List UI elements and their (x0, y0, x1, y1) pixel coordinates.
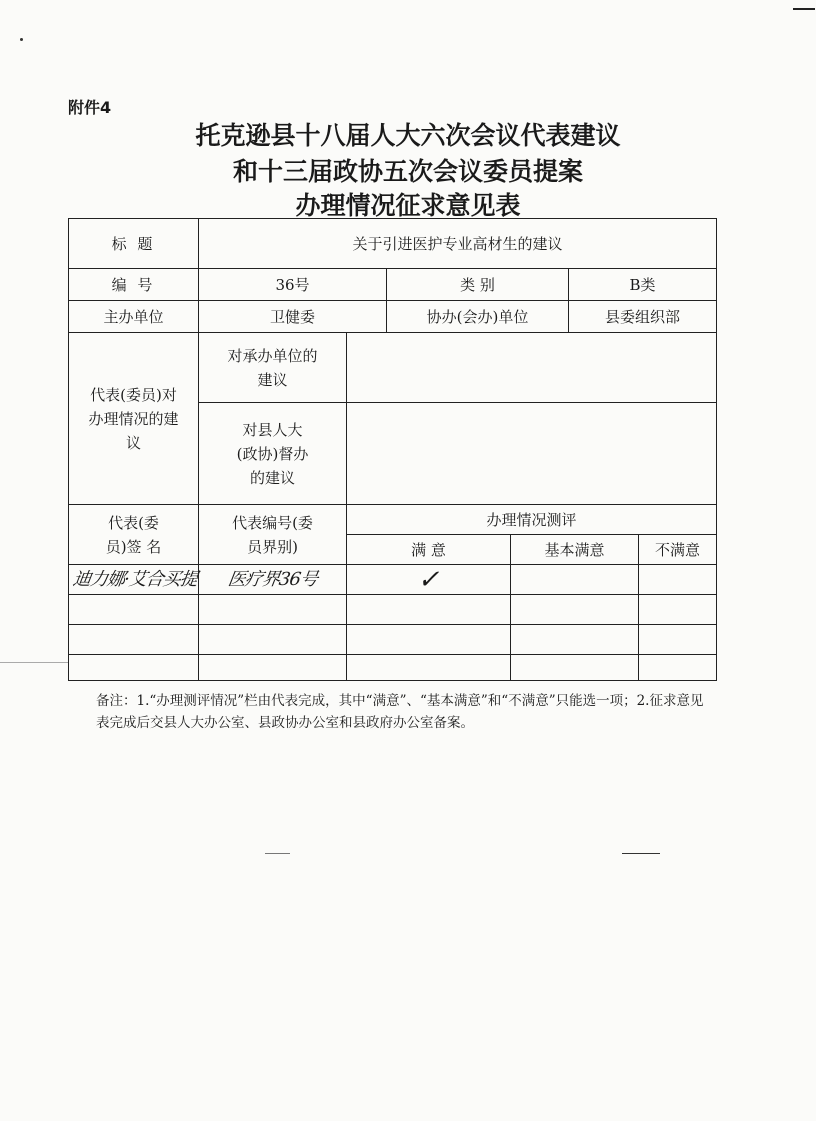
basic-cell[interactable] (511, 655, 639, 681)
number-label: 编 号 (69, 269, 199, 301)
satisfied-cell[interactable] (347, 655, 511, 681)
co-unit-value[interactable]: 县委组织部 (569, 301, 717, 333)
footnote: 备注：1.“办理测评情况”栏由代表完成，其中“满意”、“基本满意”和“不满意”只能选一项；2.征求意见表完成后交县人大办公室、县政协办公室和县政府办公室备案。 (96, 693, 704, 731)
document-title-line-2: 和十三届政协五次会议委员提案 (232, 157, 583, 186)
title-label: 标 题 (69, 219, 199, 269)
signature-cell[interactable] (69, 625, 199, 655)
handwritten-signature: 迪力娜·艾合买提 (71, 568, 199, 590)
row-units (69, 301, 717, 333)
unsatisfied-cell[interactable] (639, 655, 717, 681)
eval-option-satisfied: 满 意 (347, 535, 511, 565)
to-supervisor-label: 对县人大(政协)督办的建议 (199, 403, 347, 505)
scan-dash (265, 853, 290, 854)
rep-number-cell[interactable] (199, 625, 347, 655)
number-value[interactable]: 36号 (199, 269, 387, 301)
unsatisfied-cell[interactable] (639, 565, 717, 595)
signature-cell[interactable] (69, 565, 199, 595)
opinion-form-table (68, 218, 717, 681)
rep-number-cell[interactable] (199, 655, 347, 681)
signature-cell[interactable] (69, 595, 199, 625)
rep-number-cell[interactable] (199, 565, 347, 595)
scan-dot (20, 38, 23, 41)
table-row (69, 655, 717, 681)
table-row (69, 595, 717, 625)
row-eval-header (69, 505, 717, 535)
rep-number-label: 代表编号(委员界别) (199, 505, 347, 565)
check-mark-icon: ✓ (417, 564, 440, 595)
unsatisfied-cell[interactable] (639, 625, 717, 655)
table-row (69, 565, 717, 595)
eval-option-unsatisfied: 不满意 (639, 535, 717, 565)
scan-dash (622, 853, 660, 854)
category-value[interactable]: B类 (569, 269, 717, 301)
eval-option-basic: 基本满意 (511, 535, 639, 565)
document-title-line-1: 托克逊县十八届人大六次会议代表建议 (195, 121, 621, 150)
host-unit-label: 主办单位 (69, 301, 199, 333)
basic-cell[interactable] (511, 625, 639, 655)
attachment-label: 附件4 (68, 98, 112, 117)
document-title-line-3: 办理情况征求意见表 (295, 191, 521, 220)
to-undertaker-label: 对承办单位的建议 (199, 333, 347, 403)
scan-dash (0, 662, 68, 663)
satisfied-cell[interactable] (347, 565, 511, 595)
row-undertaker-suggestion (69, 333, 717, 403)
row-number (69, 269, 717, 301)
satisfied-cell[interactable] (347, 595, 511, 625)
scan-edge-mark (793, 8, 815, 10)
basic-cell[interactable] (511, 565, 639, 595)
evaluation-label: 办理情况测评 (347, 505, 717, 535)
rep-number-cell[interactable] (199, 595, 347, 625)
to-supervisor-value[interactable] (347, 403, 717, 505)
signature-label: 代表(委员)签 名 (69, 505, 199, 565)
rep-suggestion-label: 代表(委员)对办理情况的建议 (69, 333, 199, 505)
unsatisfied-cell[interactable] (639, 595, 717, 625)
category-label: 类 别 (387, 269, 569, 301)
basic-cell[interactable] (511, 595, 639, 625)
co-unit-label: 协办(会办)单位 (387, 301, 569, 333)
signature-cell[interactable] (69, 655, 199, 681)
title-value[interactable]: 关于引进医护专业高材生的建议 (199, 219, 717, 269)
host-unit-value[interactable]: 卫健委 (199, 301, 387, 333)
row-title (69, 219, 717, 269)
handwritten-rep-number: 医疗界36号 (226, 568, 319, 590)
satisfied-cell[interactable] (347, 625, 511, 655)
table-row (69, 625, 717, 655)
to-undertaker-value[interactable] (347, 333, 717, 403)
